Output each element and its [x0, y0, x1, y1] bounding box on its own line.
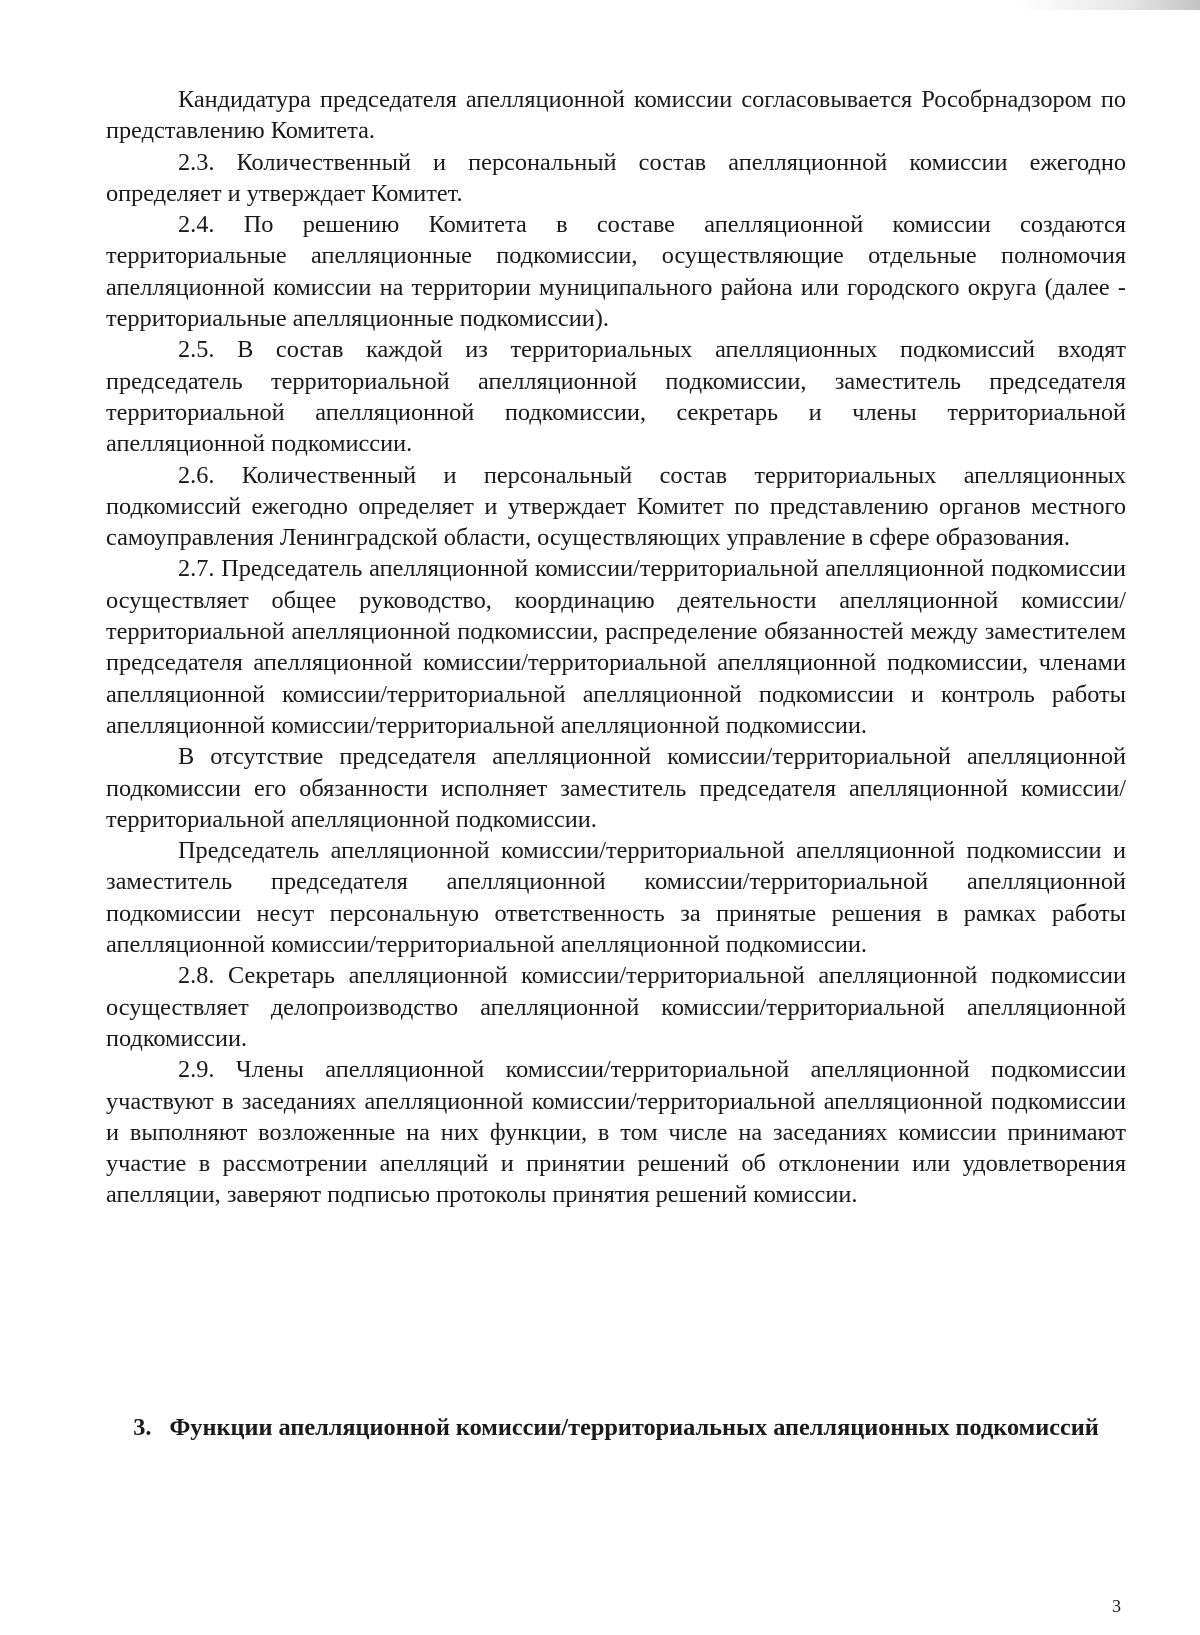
paragraph-2-9: 2.9. Члены апелляционной комиссии/территориальной апелляционной подкомиссии участвуют в заседаниях апелляционной комиссии/территориальной апелляционной подкомиссии и выполняют возложенные на них функции, в том числе на заседаниях комиссии принимают участие в рассмотрении апелляций и принятии решений об отклонении или удовлетворения апелляции, заверяют подписью протоколы принятия решений комиссии.: [106, 1056, 1126, 1209]
section-number: 3.: [133, 1414, 152, 1441]
page-number: 3: [1112, 1596, 1121, 1616]
paragraph-2-6: 2.6. Количественный и персональный состав территориальных апелляционных подкомиссий ежегодно определяет и утверждает Комитет по представлению органов местного самоуправления Ленинградской области, осуществляющих управление в сфере образования.: [106, 461, 1126, 552]
paragraph-2-4: 2.4. По решению Комитета в составе апелляционной комиссии создаются территориальные апелляционные подкомиссии, осуществляющие отдельные полномочия апелляционной комиссии на территории муниципального района или городского округа (далее - территориальные апелляционные подкомиссии).: [106, 211, 1126, 333]
section-title: Функции апелляционной комиссии/территориальных апелляционных подкомиссий: [169, 1414, 1099, 1441]
paragraph-2-3: 2.3. Количественный и персональный состав апелляционной комиссии ежегодно определяет и утверждает Комитет.: [106, 148, 1126, 207]
paragraph-chairman-candidacy: Кандидатура председателя апелляционной комиссии согласовывается Рособрнадзором по представлению Комитета.: [106, 86, 1126, 145]
paragraph-2-8: 2.8. Секретарь апелляционной комиссии/территориальной апелляционной подкомиссии осуществляет делопроизводство апелляционной комиссии/территориальной апелляционной подкомиссии.: [106, 962, 1126, 1052]
document-body: [106, 84, 1126, 1211]
paragraph-chairman-absence: В отсутствие председателя апелляционной комиссии/территориальной апелляционной подкомиссии его обязанности исполняет заместитель председателя апелляционной комиссии/территориальной апелляционной подкомиссии.: [106, 743, 1126, 833]
section-heading: [106, 1412, 1126, 1443]
paragraph-2-5: 2.5. В состав каждой из территориальных апелляционных подкомиссий входят председатель территориальной апелляционной подкомиссии, заместитель председателя территориальной апелляционной подкомиссии, секретарь и члены территориальной апелляционной подкомиссии.: [106, 336, 1126, 458]
paragraph-2-7: 2.7. Председатель апелляционной комиссии/территориальной апелляционной подкомиссии осуществляет общее руководство, координацию деятельности апелляционной комиссии/территориальной апелляционной подкомиссии, распределение обязанностей между заместителем председателя апелляционной комиссии/территориальной апелляционной подкомиссии, членами апелляционной комиссии/территориальной апелляционной подкомиссии и контроль работы апелляционной комиссии/территориальной апелляционной подкомиссии.: [106, 555, 1126, 739]
scan-edge-mark: [1020, 0, 1200, 10]
paragraph-responsibility: Председатель апелляционной комиссии/территориальной апелляционной подкомиссии и заместитель председателя апелляционной комиссии/территориальной апелляционной подкомиссии несут персональную ответственность за принятые решения в рамках работы апелляционной комиссии/территориальной апелляционной подкомиссии.: [106, 837, 1126, 959]
